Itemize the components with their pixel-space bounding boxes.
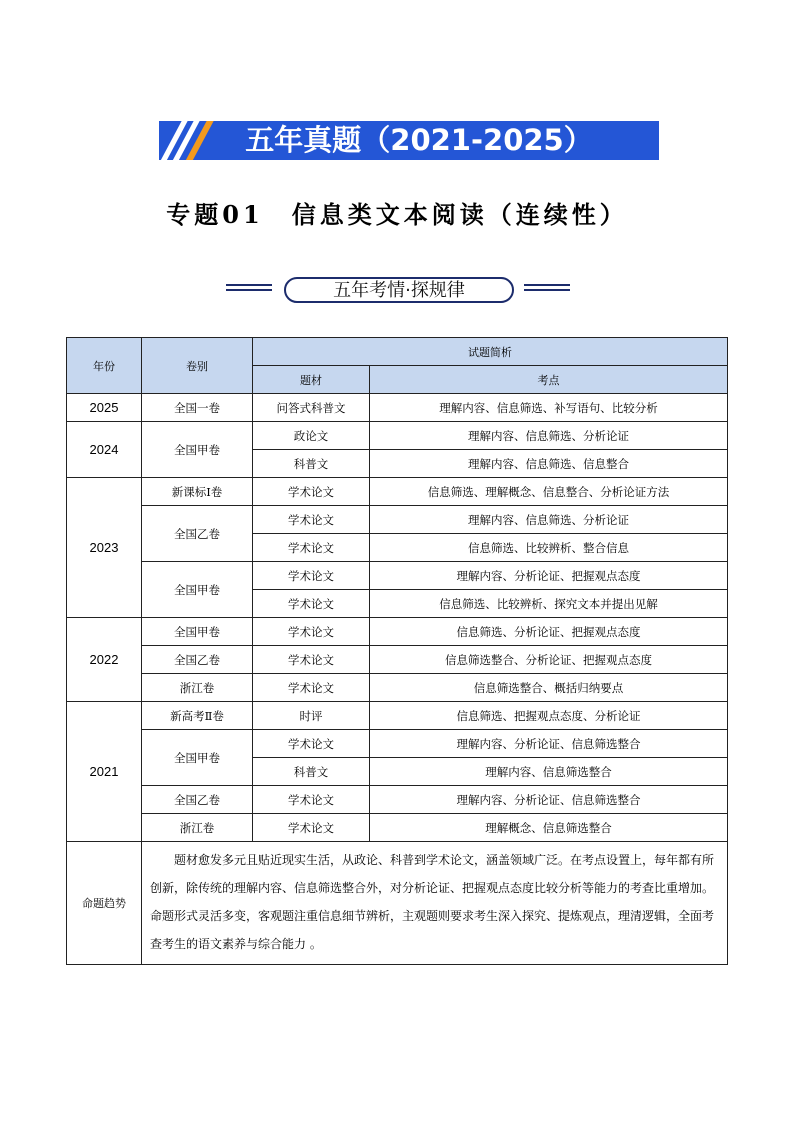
- trend-text: 题材愈发多元且贴近现实生活，从政论、科普到学术论文，涵盖领域广泛。在考点设置上，每年都有所创新，除传统的理解内容、信息筛选整合外，对分析论证、把握观点态度比较分析等能力的考查比重增加。命题形式灵活多变，客观题注重信息细节辨析，主观题则要求考生深入探究、提炼观点，理清逻辑，全面考查考生的语文素养与综合能力 。: [142, 842, 728, 965]
- banner-title: 五年真题（2021-2025）: [245, 123, 593, 157]
- points-cell: 理解内容、分析论证、把握观点态度: [370, 562, 728, 590]
- points-cell: 信息筛选、比较辨析、整合信息: [370, 534, 728, 562]
- points-cell: 信息筛选、分析论证、把握观点态度: [370, 618, 728, 646]
- points-cell: 理解内容、信息筛选、分析论证: [370, 506, 728, 534]
- header-points: 考点: [370, 366, 728, 394]
- table-row: [67, 730, 728, 758]
- material-cell: 学术论文: [253, 590, 370, 618]
- table-row: [67, 646, 728, 674]
- header-year: 年份: [67, 338, 142, 394]
- paper-cell: 浙江卷: [142, 814, 253, 842]
- points-cell: 信息筛选、把握观点态度、分析论证: [370, 702, 728, 730]
- material-cell: 科普文: [253, 450, 370, 478]
- paper-cell: 新高考Ⅱ卷: [142, 702, 253, 730]
- material-cell: 学术论文: [253, 618, 370, 646]
- paper-cell: 全国一卷: [142, 394, 253, 422]
- points-cell: 理解内容、分析论证、信息筛选整合: [370, 786, 728, 814]
- table-row: [67, 422, 728, 450]
- points-cell: 信息筛选、理解概念、信息整合、分析论证方法: [370, 478, 728, 506]
- section-title: 五年考情·探规律: [284, 277, 514, 303]
- paper-cell: 全国甲卷: [142, 422, 253, 478]
- material-cell: 科普文: [253, 758, 370, 786]
- points-cell: 理解内容、信息筛选、信息整合: [370, 450, 728, 478]
- year-cell: 2024: [67, 422, 142, 478]
- points-cell: 理解内容、信息筛选、补写语句、比较分析: [370, 394, 728, 422]
- paper-cell: 全国乙卷: [142, 786, 253, 814]
- material-cell: 学术论文: [253, 478, 370, 506]
- material-cell: 学术论文: [253, 562, 370, 590]
- points-cell: 信息筛选、比较辨析、探究文本并提出见解: [370, 590, 728, 618]
- subject-title: 专题01 信息类文本阅读（连续性）: [166, 200, 628, 229]
- year-cell: 2023: [67, 478, 142, 618]
- table-row: [67, 562, 728, 590]
- header-material: 题材: [253, 366, 370, 394]
- table-header-row: [67, 338, 728, 366]
- table-row: [67, 394, 728, 422]
- header-paper: 卷别: [142, 338, 253, 394]
- material-cell: 学术论文: [253, 814, 370, 842]
- trend-row: [67, 842, 728, 965]
- material-cell: 问答式科普文: [253, 394, 370, 422]
- points-cell: 理解内容、信息筛选整合: [370, 758, 728, 786]
- points-cell: 理解内容、分析论证、信息筛选整合: [370, 730, 728, 758]
- material-cell: 学术论文: [253, 674, 370, 702]
- paper-cell: 浙江卷: [142, 674, 253, 702]
- table-row: [67, 814, 728, 842]
- material-cell: 时评: [253, 702, 370, 730]
- header-analysis: 试题简析: [253, 338, 728, 366]
- paper-cell: 全国甲卷: [142, 562, 253, 618]
- trend-label: 命题趋势: [67, 842, 142, 965]
- table-row: [67, 478, 728, 506]
- heading-line-decoration-left: [226, 284, 272, 296]
- paper-cell: 全国乙卷: [142, 506, 253, 562]
- paper-cell: 全国甲卷: [142, 730, 253, 786]
- paper-cell: 全国乙卷: [142, 646, 253, 674]
- year-cell: 2021: [67, 702, 142, 842]
- material-cell: 学术论文: [253, 786, 370, 814]
- paper-cell: 新课标Ⅰ卷: [142, 478, 253, 506]
- section-heading: [0, 277, 794, 305]
- table-row: [67, 506, 728, 534]
- exam-analysis-table: [66, 337, 728, 965]
- table-row: [67, 618, 728, 646]
- table-row: [67, 674, 728, 702]
- table-row: [67, 702, 728, 730]
- material-cell: 学术论文: [253, 646, 370, 674]
- year-cell: 2025: [67, 394, 142, 422]
- material-cell: 政论文: [253, 422, 370, 450]
- points-cell: 信息筛选整合、分析论证、把握观点态度: [370, 646, 728, 674]
- material-cell: 学术论文: [253, 534, 370, 562]
- points-cell: 理解内容、信息筛选、分析论证: [370, 422, 728, 450]
- material-cell: 学术论文: [253, 506, 370, 534]
- points-cell: 理解概念、信息筛选整合: [370, 814, 728, 842]
- points-cell: 信息筛选整合、概括归纳要点: [370, 674, 728, 702]
- title-banner: [159, 121, 659, 160]
- paper-cell: 全国甲卷: [142, 618, 253, 646]
- heading-line-decoration-right: [524, 284, 570, 296]
- table-row: [67, 786, 728, 814]
- material-cell: 学术论文: [253, 730, 370, 758]
- year-cell: 2022: [67, 618, 142, 702]
